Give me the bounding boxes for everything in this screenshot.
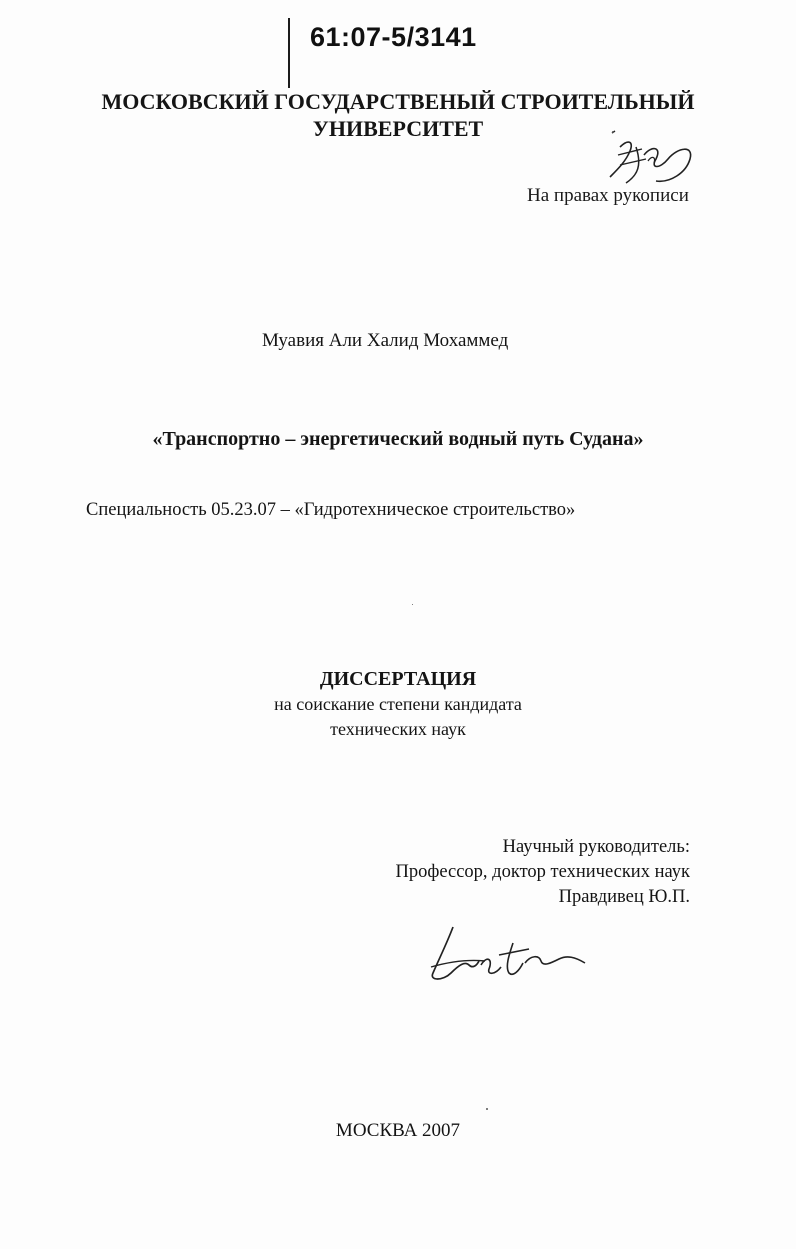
archive-stamp-divider — [288, 18, 290, 88]
scan-speck — [412, 604, 413, 605]
dissertation-block — [0, 667, 796, 742]
archive-code: 61:07-5/3141 — [310, 22, 477, 52]
dissertation-heading: ДИССЕРТАЦИЯ — [319, 668, 477, 690]
author-name: Муавия Али Халид Мохаммед — [262, 330, 509, 351]
supervisor-signature — [425, 915, 595, 990]
specialty-line: Специальность 05.23.07 – «Гидротехническое строительство» — [86, 500, 576, 520]
supervisor-name: Правдивец Ю.П. — [558, 887, 690, 907]
manuscript-rights-note: На правах рукописи — [527, 185, 689, 206]
degree-line1: на соискание степени кандидата — [274, 694, 522, 714]
dissertation-title: «Транспортно – энергетический водный путь Судана» — [152, 428, 644, 450]
scan-speck — [486, 1108, 488, 1110]
city-year: МОСКВА 2007 — [335, 1120, 461, 1141]
university-name-line1: МОСКОВСКИЙ ГОСУДАРСТВЕНЫЙ СТРОИТЕЛЬНЫЙ — [101, 89, 695, 114]
supervisor-position: Профессор, доктор технических наук — [395, 862, 690, 882]
supervisor-block — [395, 835, 690, 910]
university-name-line2: УНИВЕРСИТЕТ — [312, 116, 484, 141]
scan-speck — [612, 131, 614, 133]
supervisor-role: Научный руководитель: — [502, 837, 690, 857]
degree-line2: технических наук — [330, 719, 466, 739]
